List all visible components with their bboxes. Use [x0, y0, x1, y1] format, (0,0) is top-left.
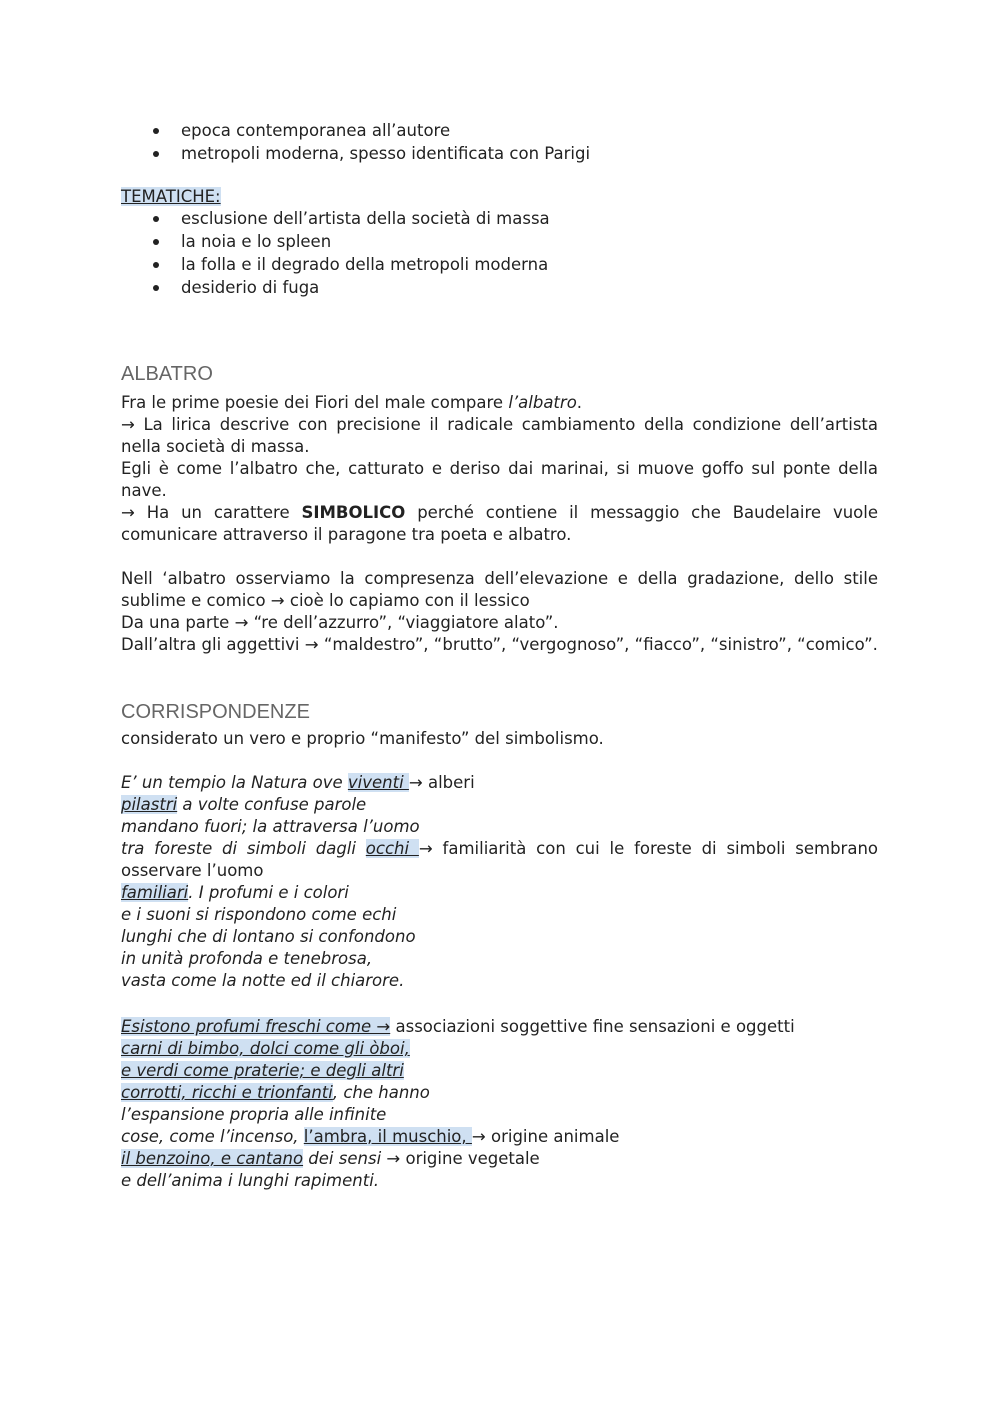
albatro-paragraph-3: Egli è come l’albatro che, catturato e deriso dai marinai, si muove goffo sul ponte della nave. — [121, 459, 878, 500]
poem-line: cose, come l’incenso, l’ambra, il muschio, → origine animale — [121, 1127, 620, 1146]
poem-line: E’ un tempio la Natura ove viventi → alberi — [121, 773, 475, 792]
poem-stanza-2 — [121, 1016, 878, 1192]
poem-line: familiari. I profumi e i colori — [121, 883, 349, 902]
tematiche-list — [121, 208, 878, 300]
albatro-paragraph-2: → La lirica descrive con precisione il radicale cambiamento della condizione dell’artista nella società di massa. — [121, 415, 878, 456]
list-item: esclusione dell’artista della società di massa — [121, 208, 878, 231]
poem-line: e verdi come praterie; e degli altri — [121, 1061, 404, 1080]
poem-line: il benzoino, e cantano dei sensi → origine vegetale — [121, 1149, 540, 1168]
albatro-title: ALBATRO — [121, 363, 213, 385]
poem-line: carni di bimbo, dolci come gli òboi, — [121, 1039, 410, 1058]
list-item: la noia e lo spleen — [121, 231, 878, 254]
poem-line: pilastri a volte confuse parole — [121, 795, 367, 814]
albatro-paragraph-6: Da una parte → “re dell’azzurro”, “viaggiatore alato”. — [121, 613, 559, 632]
poem-line: lunghi che di lontano si confondono — [121, 927, 416, 946]
poem-line: mandano fuori; la attraversa l’uomo — [121, 817, 420, 836]
tematiche-heading: TEMATICHE: — [121, 187, 221, 206]
poem-line: l’espansione propria alle infinite — [121, 1105, 387, 1124]
list-item: epoca contemporanea all’autore — [121, 120, 878, 143]
document-content — [121, 120, 878, 1192]
list-item: la folla e il degrado della metropoli moderna — [121, 254, 878, 277]
poem-stanza-1 — [121, 772, 878, 992]
poem-line: in unità profonda e tenebrosa, — [121, 949, 373, 968]
corrispondenze-intro: considerato un vero e proprio “manifesto” del simbolismo. — [121, 729, 604, 748]
list-item: metropoli moderna, spesso identificata con Parigi — [121, 143, 878, 166]
poem-line: corrotti, ricchi e trionfanti, che hanno — [121, 1083, 430, 1102]
intro-list — [121, 120, 878, 166]
albatro-paragraph-7: Dall’altra gli aggettivi → “maldestro”, “brutto”, “vergognoso”, “fiacco”, “sinistro”, “comico”. — [121, 635, 878, 654]
poem-line: tra foreste di simboli dagli occhi → familiarità con cui le foreste di simboli sembrano osservare l’uomo — [121, 839, 879, 880]
list-item: desiderio di fuga — [121, 277, 878, 300]
albatro-paragraph-5: Nell ‘albatro osserviamo la compresenza dell’elevazione e della gradazione, dello stile sublime e comico → cioè lo capiamo con il lessico — [121, 569, 878, 610]
poem-line: e i suoni si rispondono come echi — [121, 905, 397, 924]
poem-line: vasta come la notte ed il chiarore. — [121, 971, 405, 990]
poem-line: Esistono profumi freschi come → associazioni soggettive fine sensazioni e oggetti — [121, 1017, 795, 1036]
albatro-paragraph-4: → Ha un carattere SIMBOLICO perché contiene il messaggio che Baudelaire vuole comunicare attraverso il paragone tra poeta e albatro. — [121, 503, 878, 544]
poem-line: e dell’anima i lunghi rapimenti. — [121, 1171, 380, 1190]
corrispondenze-title: CORRISPONDENZE — [121, 701, 310, 723]
albatro-paragraph-1: Fra le prime poesie dei Fiori del male compare l’albatro. — [121, 393, 583, 412]
